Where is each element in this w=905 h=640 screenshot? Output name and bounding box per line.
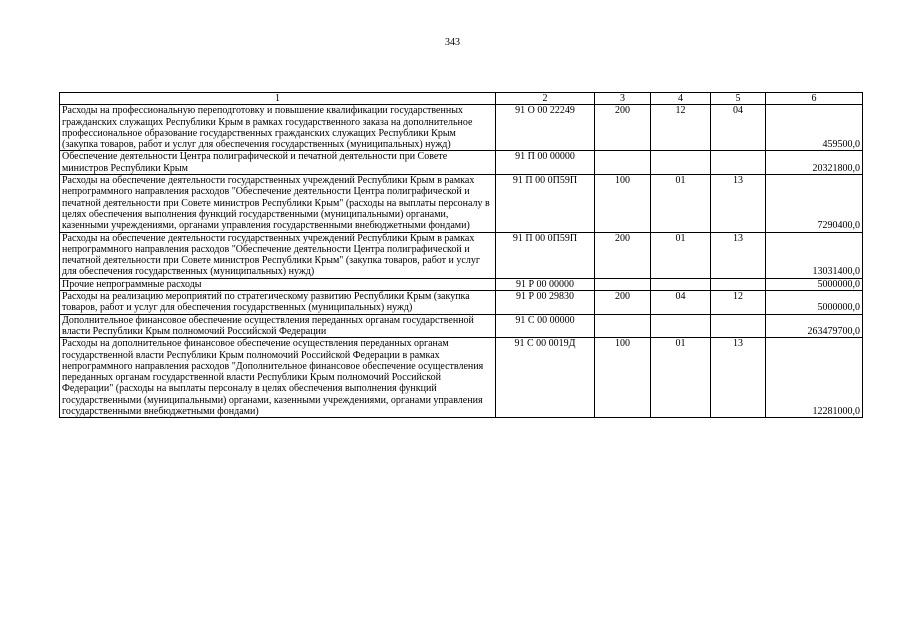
column-header: 3 — [595, 93, 651, 105]
expense-type-code: 200 — [595, 105, 651, 151]
expense-name: Расходы на дополнительное финансовое обеспечение осуществления переданных органам государственной власти Республики Крым полномочий Российской Федерации в рамках непрограммного направления расходов "Дополнительное финансовое обеспечение осуществления переданных органам государственной власти Республики Крым полномочий Российской Федерации" (расходы на выплаты персоналу в целях обеспечения выполнения функций государственными (муниципальными) органами, казенными учреждениями, органами управления государственными внебюджетными фондами) — [60, 338, 496, 418]
section-code: 01 — [651, 175, 711, 232]
section-code — [651, 151, 711, 175]
amount: 263479700,0 — [766, 314, 863, 338]
budget-table — [59, 92, 863, 418]
budget-code: 91 П 00 00000 — [496, 151, 595, 175]
expense-name: Прочие непрограммные расходы — [60, 278, 496, 290]
section-code — [651, 278, 711, 290]
budget-code: 91 П 00 0П59П — [496, 175, 595, 232]
expense-name: Расходы на обеспечение деятельности государственных учреждений Республики Крым в рамках непрограммного направления расходов "Обеспечение деятельности Центра полиграфической и печатной деятельности при Совете министров Республики Крым" (закупка товаров, работ и услуг для обеспечения государственных (муниципальных) нужд) — [60, 232, 496, 278]
subsection-code — [711, 314, 766, 338]
table-row — [60, 105, 863, 151]
subsection-code: 12 — [711, 291, 766, 315]
subsection-code — [711, 151, 766, 175]
expense-type-code: 200 — [595, 291, 651, 315]
page-number: 343 — [445, 37, 460, 48]
expense-type-code: 200 — [595, 232, 651, 278]
expense-type-code — [595, 314, 651, 338]
expense-name: Дополнительное финансовое обеспечение осуществления переданных органам государственной власти Республики Крым полномочий Российской Федерации — [60, 314, 496, 338]
column-header: 6 — [766, 93, 863, 105]
expense-type-code — [595, 278, 651, 290]
amount: 459500,0 — [766, 105, 863, 151]
table-row — [60, 175, 863, 232]
budget-code: 91 С 00 0019Д — [496, 338, 595, 418]
amount: 20321800,0 — [766, 151, 863, 175]
amount: 5000000,0 — [766, 291, 863, 315]
amount: 13031400,0 — [766, 232, 863, 278]
column-header: 2 — [496, 93, 595, 105]
expense-name: Обеспечение деятельности Центра полиграфической и печатной деятельности при Совете министров Республики Крым — [60, 151, 496, 175]
table-header-row — [60, 93, 863, 105]
expense-name: Расходы на профессиональную переподготовку и повышение квалификации государственных гражданских служащих Республики Крым в рамках государственного заказа на дополнительное профессиональное образование государственных гражданских служащих Республики Крым (закупка товаров, работ и услуг для обеспечения государственных (муниципальных) нужд) — [60, 105, 496, 151]
section-code: 01 — [651, 232, 711, 278]
budget-code: 91 П 00 0П59П — [496, 232, 595, 278]
amount: 5000000,0 — [766, 278, 863, 290]
table-row — [60, 232, 863, 278]
expense-type-code: 100 — [595, 175, 651, 232]
subsection-code: 13 — [711, 175, 766, 232]
amount: 7290400,0 — [766, 175, 863, 232]
column-header: 5 — [711, 93, 766, 105]
subsection-code: 13 — [711, 338, 766, 418]
subsection-code: 13 — [711, 232, 766, 278]
section-code: 01 — [651, 338, 711, 418]
expense-type-code — [595, 151, 651, 175]
expense-name: Расходы на реализацию мероприятий по стратегическому развитию Республики Крым (закупка товаров, работ и услуг для обеспечения государственных (муниципальных) нужд) — [60, 291, 496, 315]
expense-type-code: 100 — [595, 338, 651, 418]
expense-name: Расходы на обеспечение деятельности государственных учреждений Республики Крым в рамках непрограммного направления расходов "Обеспечение деятельности Центра полиграфической и печатной деятельности при Совете министров Республики Крым" (расходы на выплаты персоналу в целях обеспечения выполнения функций государственными (муниципальными) органами, казенными учреждениями, органами управления государственными внебюджетными фондами) — [60, 175, 496, 232]
budget-code: 91 Р 00 00000 — [496, 278, 595, 290]
section-code: 04 — [651, 291, 711, 315]
subsection-code: 04 — [711, 105, 766, 151]
column-header: 4 — [651, 93, 711, 105]
table-row — [60, 151, 863, 175]
subsection-code — [711, 278, 766, 290]
table-row — [60, 314, 863, 338]
amount: 12281000,0 — [766, 338, 863, 418]
section-code — [651, 314, 711, 338]
budget-code: 91 О 00 22249 — [496, 105, 595, 151]
budget-code: 91 Р 00 29830 — [496, 291, 595, 315]
section-code: 12 — [651, 105, 711, 151]
table-row — [60, 338, 863, 418]
budget-code: 91 С 00 00000 — [496, 314, 595, 338]
table-row — [60, 278, 863, 290]
column-header: 1 — [60, 93, 496, 105]
table-row — [60, 291, 863, 315]
